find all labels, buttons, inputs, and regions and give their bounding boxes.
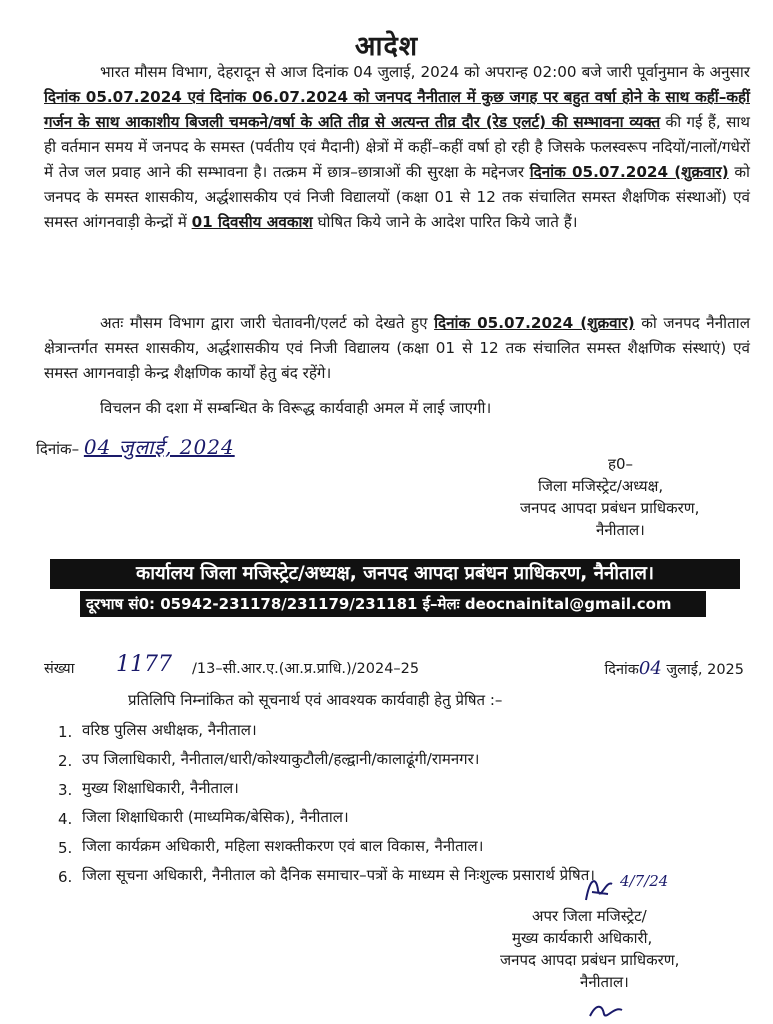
list-item-text: जिला कार्यक्रम अधिकारी, महिला सशक्तीकरण एवं बाल विकास, नैनीताल। [82, 837, 484, 855]
list-item [40, 775, 760, 804]
document-title: आदेश [354, 31, 419, 62]
reference-label: संख्या [44, 661, 75, 677]
reference-date-rest: जुलाई, 2025 [661, 662, 744, 678]
reference-code: /13–सी.आर.ए.(आ.प्र.प्राधि.)/2024–25 [192, 661, 420, 677]
para1-highlight-dates: दिनांक 05.07.2024 एवं दिनांक 06.07.2024 को जनपद नैनीताल में कुछ जगह पर बहुत वर्षा होने के साथ कहीं–कहीं गर्जन के साथ आकाशीय बिजली चमकने/वर्षा के अति तीव्र से अत्यन्त तीव्र दौर (रेड एलर्ट) की सम्भावना व्यक्त [44, 88, 750, 131]
copy-to-list [40, 717, 760, 891]
signature-scribble-icon [582, 872, 618, 908]
list-item-text: जिला शिक्षाधिकारी (माध्यमिक/बेसिक), नैनीताल। [82, 808, 349, 826]
signature2-line2: मुख्य कार्यकारी अधिकारी, [512, 929, 653, 947]
list-item-number: 3. [58, 781, 73, 799]
office-banner: कार्यालय जिला मजिस्ट्रेट/अध्यक्ष, जनपद आपदा प्रबंधन प्राधिकरण, नैनीताल। [50, 559, 740, 589]
para1-intro: भारत मौसम विभाग, देहरादून से आज दिनांक 04 जुलाई, 2024 को अपरान्ह 02:00 बजे जारी पूर्वानुमान के अनुसार [100, 63, 750, 81]
reference-date-day-handwritten: 04 [638, 658, 662, 679]
signature1-line2: जिला मजिस्ट्रेट/अध्यक्ष, [538, 477, 664, 495]
signature1-line3: जनपद आपदा प्रबंधन प्राधिकरण, [520, 499, 700, 517]
signature2-line1: अपर जिला मजिस्ट्रेट/ [532, 907, 647, 925]
para2-intro: अतः मौसम विभाग द्वारा जारी चेतावनी/एलर्ट को देखते हुए [100, 314, 435, 332]
para1-mid2: को जनपद के समस्त शासकीय, अर्द्धशासकीय एवं निजी विद्यालयों (कक्षा 01 से 12 तक संचालित समस्त शैक्षणिक संस्थाओं) एवं समस्त आंगनवाड़ी केन्द्रों में [44, 163, 750, 231]
list-item-text: जिला सूचना अधिकारी, नैनीताल को दैनिक समाचार–पत्रों के माध्यम से निःशुल्क प्रसारार्थ प्रेषित। [82, 866, 595, 884]
signature-block-2 [500, 905, 740, 993]
signature1-line1: ह0– [608, 455, 634, 473]
order-paragraph-1 [44, 60, 750, 235]
para1-end: घोषित किये जाने के आदेश पारित किये जाते हैं। [312, 213, 578, 231]
list-item-number: 4. [58, 810, 73, 828]
signature-block-1 [520, 453, 760, 541]
signature2-handwritten: 4/7/24 [620, 872, 669, 890]
list-item-text: उप जिलाधिकारी, नैनीताल/धारी/कोश्याकुटौली/हल्द्वानी/कालाढूंगी/रामनगर। [82, 750, 480, 768]
order-date-handwritten: 04 जुलाई, 2024 [83, 435, 235, 459]
list-item-number: 5. [58, 839, 73, 857]
list-item [40, 746, 760, 775]
list-item [40, 717, 760, 746]
para2-end: को जनपद नैनीताल क्षेत्रान्तर्गत समस्त शासकीय, अर्द्धशासकीय एवं निजी विद्यालय (कक्षा 01 से 12 तक संचालित समस्त शैक्षणिक संस्थाएं) एवं समस्त आगनवाड़ी केन्द्र शैक्षणिक कार्यों हेतु बंद रहेंगे। [44, 314, 750, 382]
list-item-number: 1. [58, 723, 73, 741]
signature2-line4: नैनीताल। [580, 973, 629, 991]
order-date-label: दिनांक– [36, 440, 80, 458]
order-paragraph-2 [44, 311, 750, 386]
para2-highlight-date: दिनांक 05.07.2024 (शुक्रवार) [434, 314, 635, 332]
order-date [36, 433, 235, 460]
list-item-text: मुख्य शिक्षाधिकारी, नैनीताल। [82, 779, 239, 797]
signature2-line3: जनपद आपदा प्रबंधन प्राधिकरण, [500, 951, 680, 969]
list-item-number: 6. [58, 868, 73, 886]
copy-to-intro: प्रतिलिपि निम्नांकित को सूचनार्थ एवं आवश्यक कार्यवाही हेतु प्रेषित :– [128, 691, 503, 709]
initials-scribble-icon [586, 1000, 626, 1022]
para1-highlight-holiday: 01 दिवसीय अवकाश [191, 213, 313, 231]
reference-date [604, 658, 744, 679]
signature1-line4: नैनीताल। [596, 521, 645, 539]
reference-date-label: दिनांक [604, 662, 639, 678]
list-item [40, 833, 760, 862]
order-paragraph-3: विचलन की दशा में सम्बन्धित के विरूद्ध कार्यवाही अमल में लाई जाएगी। [100, 399, 492, 417]
list-item-number: 2. [58, 752, 73, 770]
list-item-text: वरिष्ठ पुलिस अधीक्षक, नैनीताल। [82, 721, 257, 739]
para1-highlight-holiday-date: दिनांक 05.07.2024 (शुक्रवार) [529, 163, 729, 181]
contact-bar: दूरभाष सं0: 05942-231178/231179/231181 ई–मेलः deocnainital@gmail.com [80, 591, 706, 617]
para1-mid: की गई हैं, साथ ही वर्तमान समय में जनपद के समस्त (पर्वतीय एवं मैदानी) क्षेत्रों में कहीं–कहीं वर्षा हो रही है जिसके फलस्वरूप नदियों/नालों/गधेरों में तेज जल प्रवाह आने की सम्भावना है। तत्क्रम में छात्र–छात्राओं की सुरक्षा के मद्देनजर [44, 113, 750, 181]
list-item [40, 804, 760, 833]
reference-number-handwritten: 1177 [116, 652, 172, 677]
reference-line [44, 652, 744, 682]
